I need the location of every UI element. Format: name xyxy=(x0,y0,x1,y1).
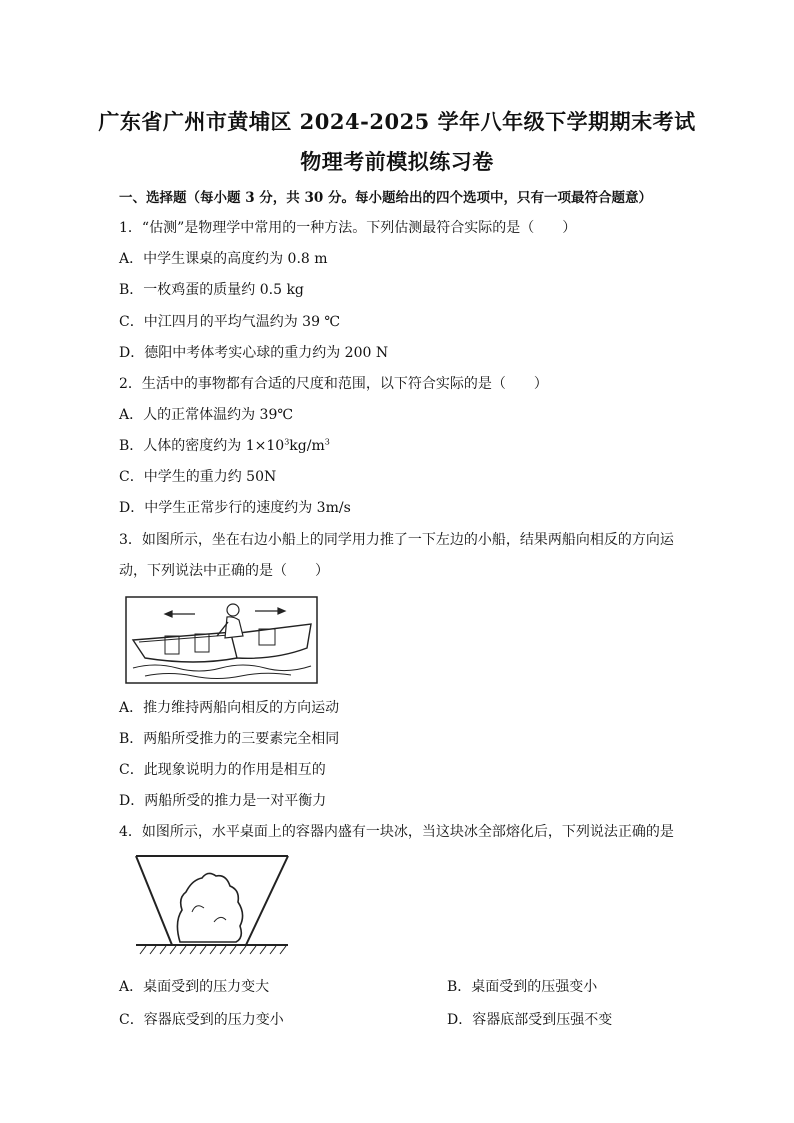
exam-subtitle: 物理考前模拟练习卷 xyxy=(300,149,494,174)
question-1-option-d: D．德阳中考体考实心球的重力约为 200 N xyxy=(119,345,389,361)
exam-title: 广东省广州市黄埔区 2024-2025 学年八年级下学期期末考试 xyxy=(98,109,696,134)
question-3-stem-line1: 3．如图所示，坐在右边小船上的同学用力推了一下左边的小船，结果两船向相反的方向运 xyxy=(119,532,674,548)
question-2-option-d: D．中学生正常步行的速度约为 3m/s xyxy=(119,500,351,516)
question-1-option-a: A．中学生课桌的高度约为 0.8 m xyxy=(119,251,328,267)
question-4-option-b: B．桌面受到的压强变小 xyxy=(447,979,598,995)
question-4-option-d: D．容器底部受到压强不变 xyxy=(447,1012,613,1028)
unit-exponent: 3 xyxy=(324,437,330,447)
unit-text: kg/m xyxy=(289,438,325,454)
question-2-option-a: A．人的正常体温约为 39℃ xyxy=(119,407,294,423)
question-3-option-d: D．两船所受的推力是一对平衡力 xyxy=(119,793,327,809)
question-4-option-c: C．容器底受到的压力变小 xyxy=(119,1012,284,1028)
option-b-text: B．人体的密度约为 1×10 xyxy=(119,438,285,454)
question-4-stem: 4．如图所示，水平桌面上的容器内盛有一块冰，当这块冰全部熔化后，下列说法正确的是 xyxy=(119,824,674,840)
section-heading: 一、选择题（每小题 3 分，共 30 分。每小题给出的四个选项中，只有一项最符合题意） xyxy=(119,190,652,206)
question-1-stem: 1．“估测”是物理学中常用的一种方法。下列估测最符合实际的是（ ） xyxy=(119,220,577,236)
ice-container-figure xyxy=(134,852,290,956)
question-4-option-a: A．桌面受到的压力变大 xyxy=(119,979,270,995)
question-3-stem-line2: 动，下列说法中正确的是（ ） xyxy=(119,563,329,579)
question-3-option-c: C．此现象说明力的作用是相互的 xyxy=(119,762,326,778)
boats-figure xyxy=(125,596,319,684)
question-3-option-a: A．推力维持两船向相反的方向运动 xyxy=(119,700,340,716)
question-1-option-b: B．一枚鸡蛋的质量约 0.5 kg xyxy=(119,282,304,298)
exponent: 3 xyxy=(284,437,290,447)
question-2-option-b xyxy=(119,435,330,455)
question-2-option-c: C．中学生的重力约 50N xyxy=(119,469,277,485)
question-3-option-b: B．两船所受推力的三要素完全相同 xyxy=(119,731,340,747)
question-2-stem: 2．生活中的事物都有合适的尺度和范围，以下符合实际的是（ ） xyxy=(119,376,548,392)
question-1-option-c: C．中江四月的平均气温约为 39 ℃ xyxy=(119,314,341,330)
